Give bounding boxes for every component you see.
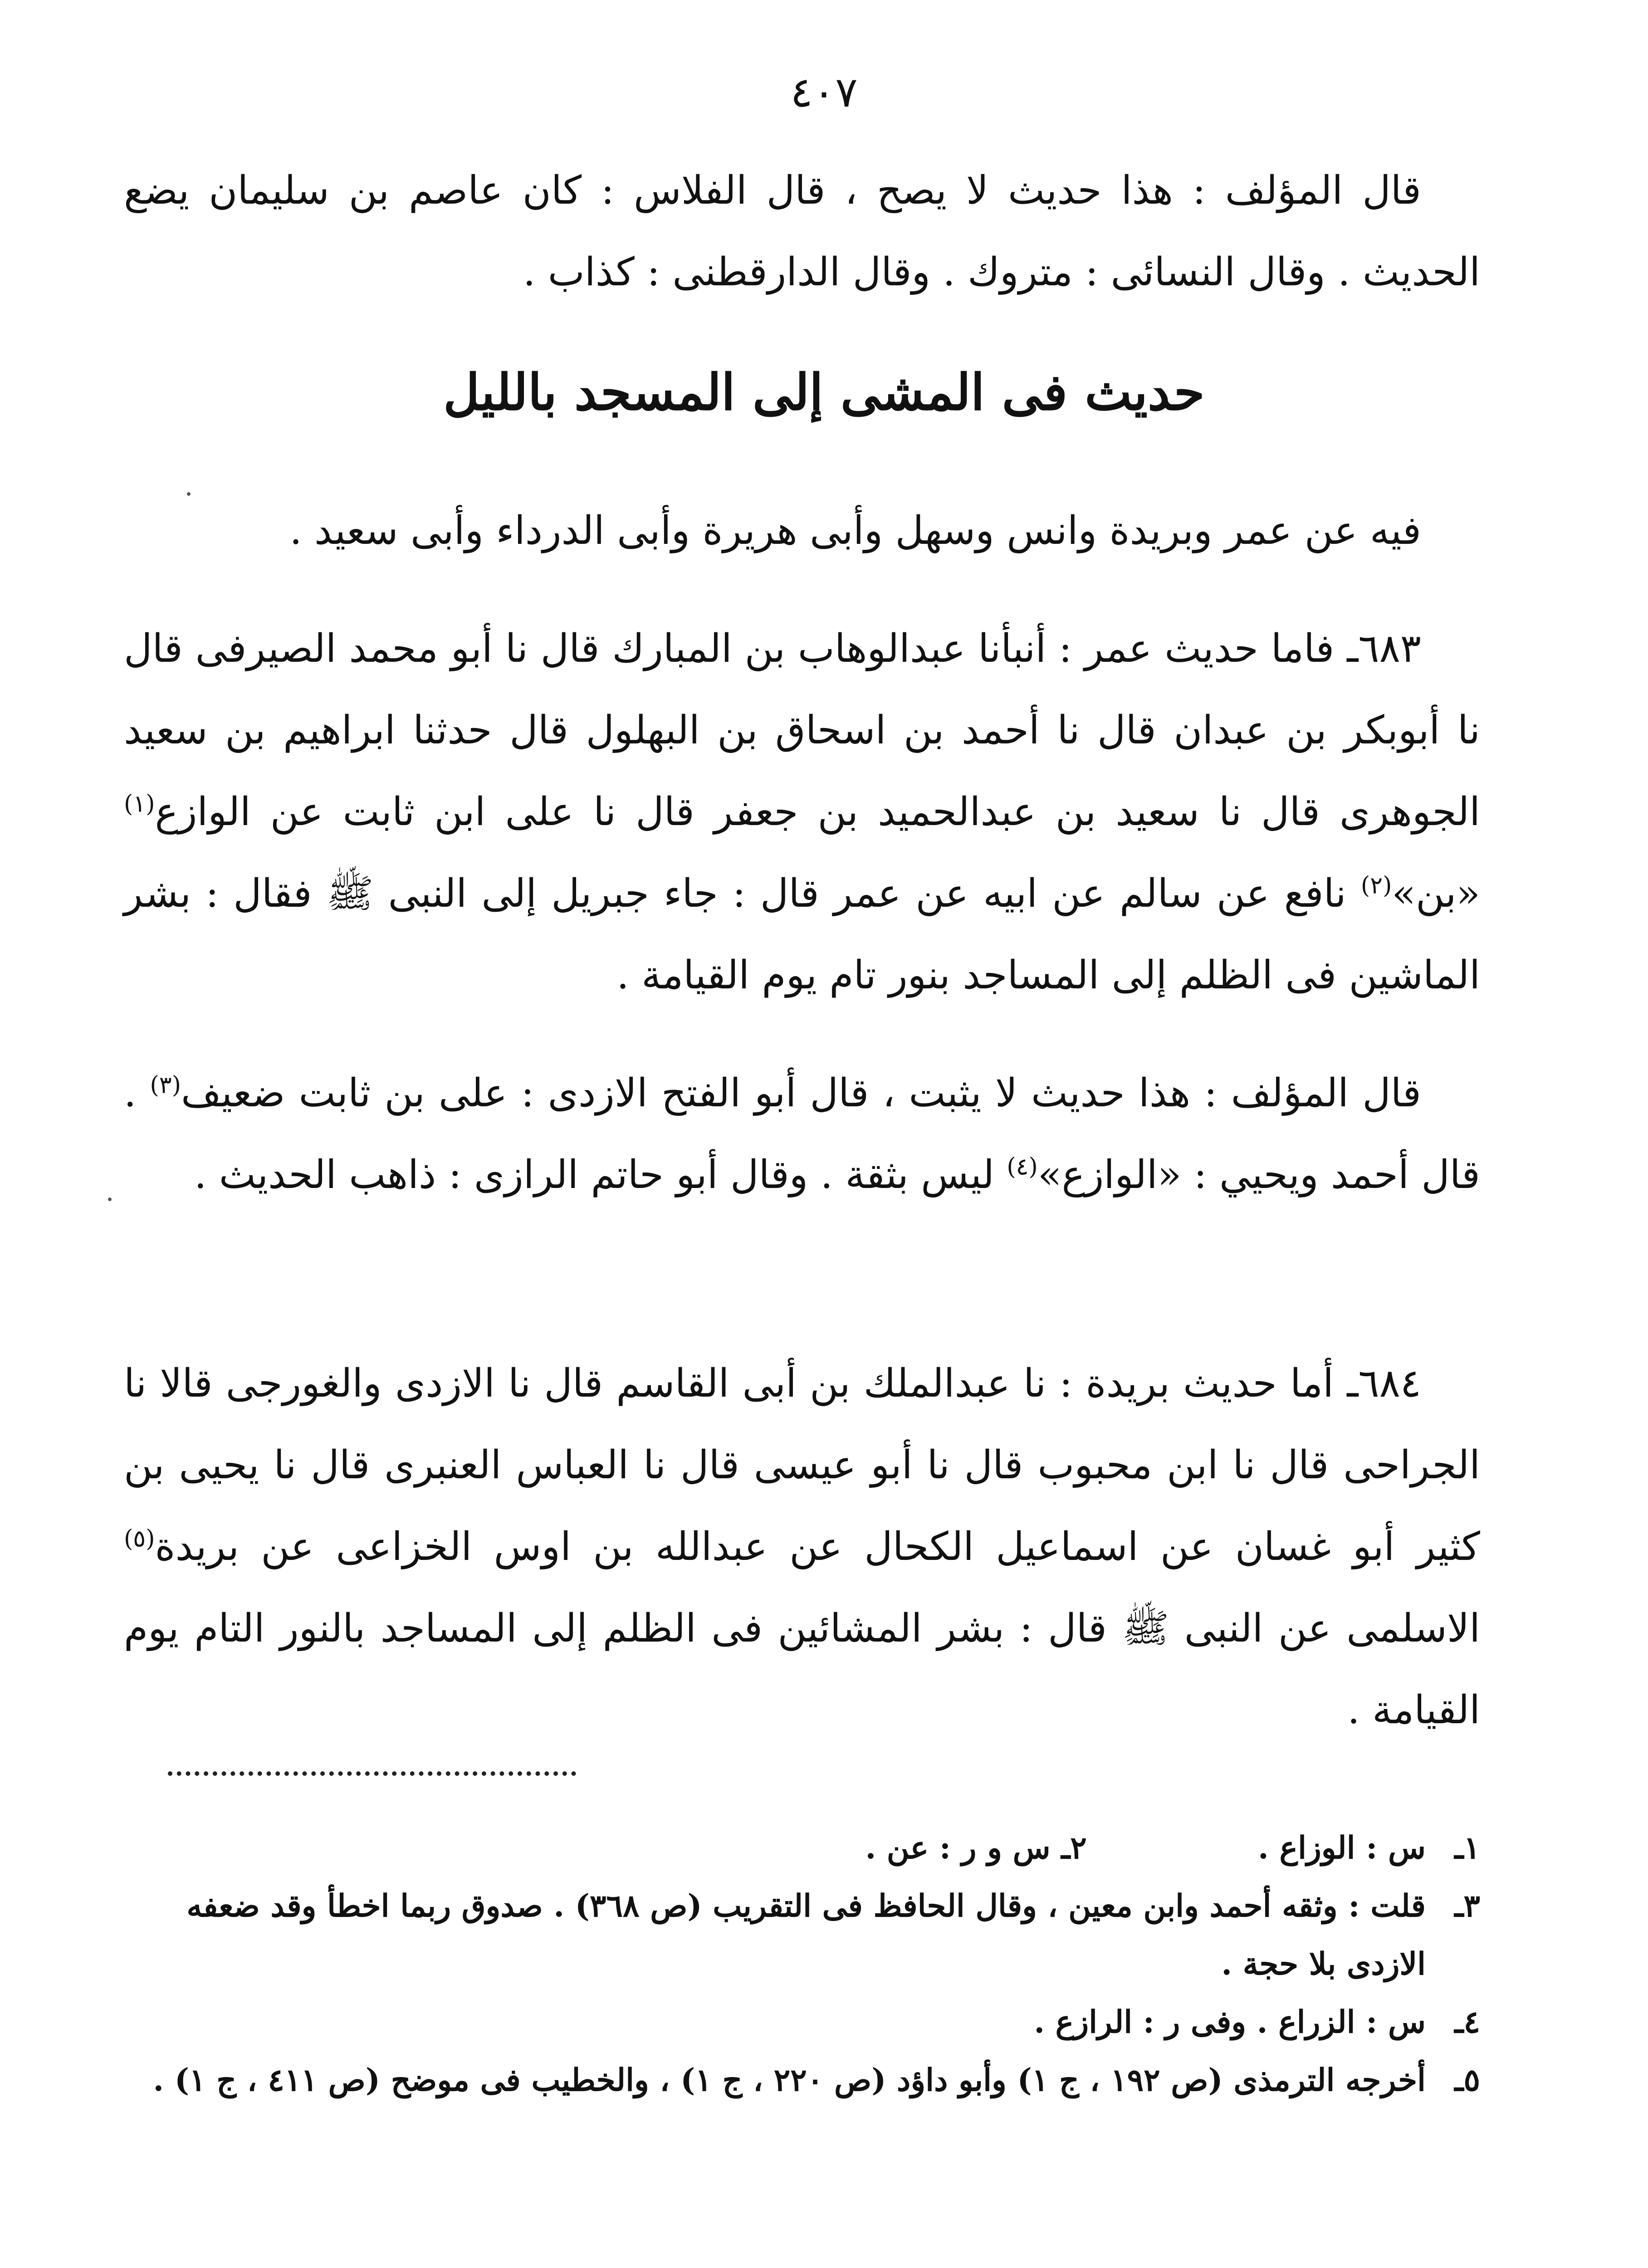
footnote-ref-5: (٥) bbox=[124, 1525, 155, 1553]
hadith-683-paragraph bbox=[124, 608, 1480, 1016]
footnote-number-4: ٤ـ bbox=[1454, 2004, 1480, 2040]
footnote-number-3: ٣ـ bbox=[1454, 1888, 1480, 1924]
footnote-divider bbox=[168, 1771, 576, 1776]
footnote-text-1: س : الوزاع . bbox=[1258, 1830, 1426, 1866]
footnote-ref-2: (٢) bbox=[1360, 872, 1392, 899]
footnote-ref-1: (١) bbox=[124, 790, 155, 818]
hadith-683-block bbox=[124, 608, 1480, 1016]
footnote-body-1 bbox=[124, 1819, 1426, 1877]
hadith-683-text-1: ٦٨٣ـ فاما حديث عمر : أنبأنا عبدالوهاب بن المبارك قال نا أبو محمد الصيرفى قال نا أبوبكر بن عبدان قال نا أحمد بن اسحاق بن البهلول قال حدثنا ابراهيم بن سعيد الجوهرى قال نا سعيد بن عبدالحميد بن جعفر قال نا على ابن ثابت عن الوازع bbox=[124, 626, 1480, 835]
footnotes-section bbox=[124, 1819, 1480, 2109]
footnote-ref-4: (٤) bbox=[1007, 1153, 1038, 1181]
author-note-683-block bbox=[124, 1052, 1480, 1216]
author-note-683-text-1: قال المؤلف : هذا حديث لا يثبت ، قال أبو الفتح الازدى : على بن ثابت ضعيف bbox=[181, 1070, 1421, 1116]
hadith-684-text-2: الاسلمى عن النبى ﷺ قال : بشر المشائين فى الظلم إلى المساجد بالنور التام يوم القيامة . bbox=[124, 1606, 1480, 1733]
intro-paragraph: قال المؤلف : هذا حديث لا يصح ، قال الفلاس : كان عاصم بن سليمان يضع الحديث . وقال النسائى : متروك . وقال الدارقطنى : كذاب . bbox=[124, 168, 1480, 295]
author-note-683-text-3: ليس بثقة . وقال أبو حاتم الرازى : ذاهب الحديث . bbox=[194, 1152, 1007, 1198]
hadith-684-paragraph bbox=[124, 1343, 1480, 1751]
hadith-683-text-2: «بن» bbox=[1392, 871, 1480, 916]
intro-paragraph-block bbox=[124, 150, 1480, 313]
footnote-text-3: قلت : وثقه أحمد وابن معين ، وقال الحافظ فى التقريب (ص ٣٦٨) . صدوق ربما اخطأ وقد ضعفه الازدى بلا حجة . bbox=[186, 1888, 1426, 1982]
footnote-text-2: س و ر : عن . bbox=[865, 1830, 1051, 1866]
footnote-ref-3: (٣) bbox=[150, 1071, 181, 1099]
footnote-number-1: ١ـ bbox=[1454, 1830, 1480, 1866]
footnote-number-2: ٢ـ bbox=[1061, 1830, 1087, 1866]
footnote-text-4: س : الزراع . وفى ر : الرازع . bbox=[1034, 2004, 1426, 2040]
sahaba-line-block bbox=[124, 490, 1480, 572]
hadith-684-block bbox=[124, 1343, 1480, 1751]
footnote-row-1-2 bbox=[124, 1819, 1480, 1877]
footnote-row-5 bbox=[124, 2051, 1480, 2109]
hadith-684-text-1: ٦٨٤ـ أما حديث بريدة : نا عبدالملك بن أبى القاسم قال نا الازدى والغورجى قالا نا الجراحى قال نا ابن محبوب قال نا أبو عيسى قال نا العباس العنبرى قال نا يحيى بن كثير أبو غسان عن اسماعيل الكحال عن عبدالله بن اوس الخزاعى عن بريدة bbox=[124, 1361, 1480, 1569]
author-note-683-text-2: . قال أحمد ويحيي : «الوازع» bbox=[124, 1070, 1480, 1198]
footnote-number-5: ٥ـ bbox=[1454, 2062, 1480, 2098]
sahaba-line: فيه عن عمر وبريدة وانس وسهل وأبى هريرة وأبى الدرداء وأبى سعيد . bbox=[289, 508, 1421, 553]
hadith-683-text-3: نافع عن سالم عن ابيه عن عمر قال : جاء جبريل إلى النبى ﷺ فقال : بشر الماشين فى الظلم إلى المساجد بنور تام يوم القيامة . bbox=[124, 871, 1480, 998]
scan-speck bbox=[108, 1198, 112, 1201]
scan-speck bbox=[187, 492, 191, 496]
footnote-2 bbox=[865, 1819, 1086, 1877]
section-heading: حديث فى المشى إلى المسجد بالليل bbox=[443, 363, 1205, 421]
footnote-row-3 bbox=[124, 1877, 1480, 1993]
footnote-text-5: أخرجه الترمذى (ص ١٩٢ ، ج ١) وأبو داؤد (ص ٢٢٠ ، ج ١) ، والخطيب فى موضح (ص ٤١١ ، ج ١) . bbox=[153, 2062, 1426, 2098]
author-note-683-paragraph bbox=[124, 1052, 1480, 1216]
footnote-row-4 bbox=[124, 1993, 1480, 2051]
page-number: ٤٠٧ bbox=[790, 68, 858, 117]
